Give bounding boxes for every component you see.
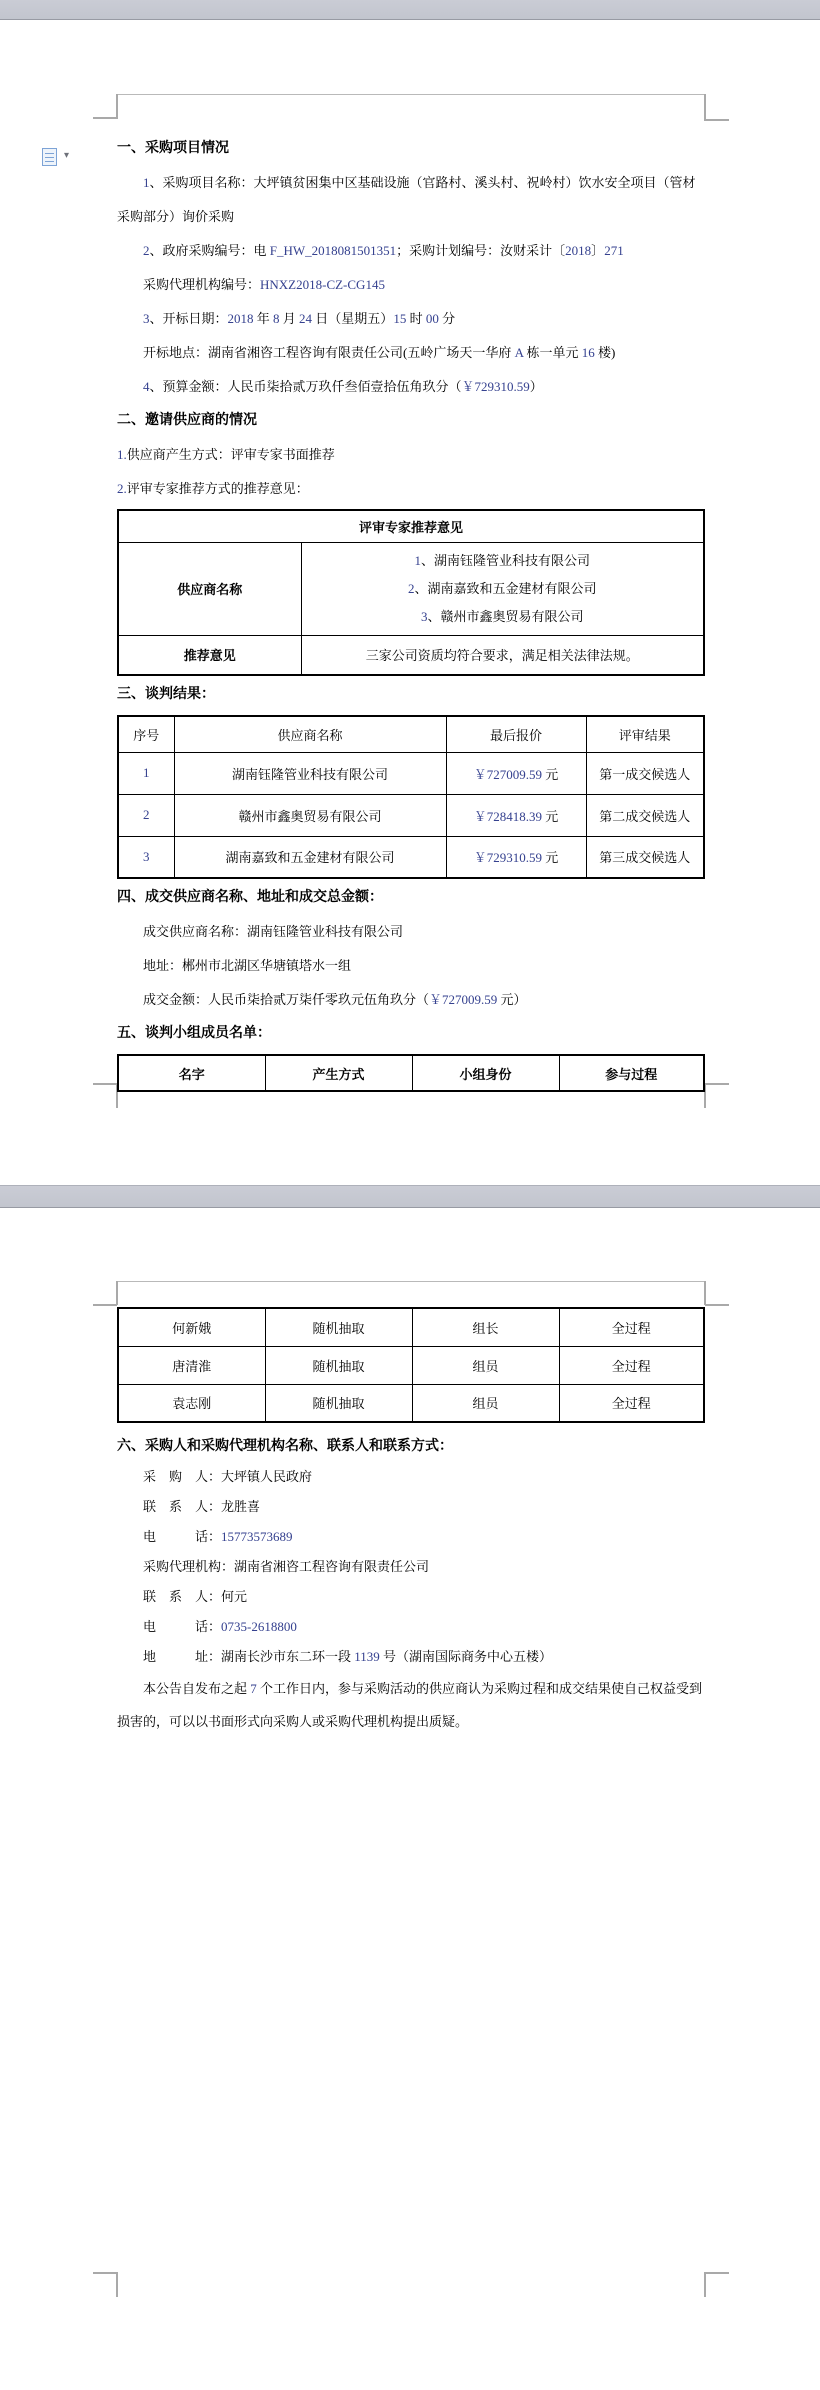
cell-no: 1 xyxy=(118,752,174,794)
paste-options-button[interactable] xyxy=(42,148,80,168)
page1-topright-mark xyxy=(704,94,706,121)
panel-members-table-rows xyxy=(117,1307,705,1423)
expert-recommendation-table xyxy=(117,509,705,676)
cell-member-process: 全过程 xyxy=(559,1384,704,1422)
paragraph-purchaser: 采 购 人：大坪镇人民政府 xyxy=(143,1469,313,1484)
section3-heading: 三、谈判结果： xyxy=(117,687,215,702)
page1-topleft-tick xyxy=(93,117,117,119)
paragraph-contact2: 联 系 人：何元 xyxy=(143,1589,248,1604)
paragraph-open-date: 3、开标日期：2018 年 8 月 24 日（星期五）15 时 00 分 xyxy=(143,311,456,326)
cell-member-role: 组员 xyxy=(412,1384,559,1422)
opinion-label: 推荐意见 xyxy=(118,635,301,675)
cell-result: 第三成交候选人 xyxy=(586,836,704,878)
page2-bottomright-mark xyxy=(704,2272,706,2297)
paragraph-agency-no: 采购代理机构编号：HNXZ2018-CZ-CG145 xyxy=(143,277,385,292)
cell-member-role: 组员 xyxy=(412,1346,559,1384)
page2-topright-tick xyxy=(705,1304,729,1306)
page1-content xyxy=(117,132,705,1094)
cell-member-process: 全过程 xyxy=(559,1346,704,1384)
table-row xyxy=(118,1384,704,1422)
cell-member-process: 全过程 xyxy=(559,1308,704,1346)
col-header-method: 产生方式 xyxy=(265,1055,412,1091)
page2-topright-mark xyxy=(704,1281,706,1305)
panel-members-table-header xyxy=(117,1054,705,1092)
cell-result: 第一成交候选人 xyxy=(586,752,704,794)
col-header-process: 参与过程 xyxy=(559,1055,704,1091)
section1-heading: 一、采购项目情况 xyxy=(117,141,229,156)
col-header-price: 最后报价 xyxy=(446,716,586,752)
expert-table-title: 评审专家推荐意见 xyxy=(118,510,704,542)
cell-member-role: 组长 xyxy=(412,1308,559,1346)
col-header-no: 序号 xyxy=(118,716,174,752)
cell-member-method: 随机抽取 xyxy=(265,1308,412,1346)
paragraph-winner-amount: 成交金额：人民币柒拾贰万柒仟零玖元伍角玖分（￥727009.59 元） xyxy=(143,992,527,1007)
page1-topright-tick xyxy=(705,119,729,121)
page1-topleft-mark xyxy=(116,94,118,119)
paragraph-winner-address: 地址：郴州市北湖区华塘镇塔水一组 xyxy=(143,958,352,973)
table-row xyxy=(118,1308,704,1346)
section2-heading: 二、邀请供应商的情况 xyxy=(117,413,257,428)
cell-member-name: 唐清淮 xyxy=(118,1346,265,1384)
page2-bottomright-tick xyxy=(705,2272,729,2274)
cell-supplier: 湖南钰隆管业科技有限公司 xyxy=(174,752,446,794)
section6-heading: 六、采购人和采购代理机构名称、联系人和联系方式： xyxy=(117,1439,453,1454)
supplier-names-label: 供应商名称 xyxy=(118,542,301,635)
cell-member-method: 随机抽取 xyxy=(265,1384,412,1422)
supplier-1: 1、湖南钰隆管业科技有限公司 xyxy=(414,552,590,568)
window-top-band xyxy=(0,0,820,20)
paragraph-open-place: 开标地点：湖南省湘咨工程咨询有限责任公司(五岭广场天一华府 A 栋一单元 16 楼) xyxy=(143,345,616,360)
cell-result: 第二成交候选人 xyxy=(586,794,704,836)
page2-top-boundary-line xyxy=(117,1281,705,1282)
cell-supplier: 湖南嘉致和五金建材有限公司 xyxy=(174,836,446,878)
supplier-names-cell xyxy=(301,542,704,635)
paragraph-expert-opinion-intro: 2.评审专家推荐方式的推荐意见： xyxy=(117,481,309,496)
table-row xyxy=(118,794,704,836)
table-row xyxy=(118,752,704,794)
cell-price: ￥729310.59 元 xyxy=(446,836,586,878)
page1-bottomleft-tick xyxy=(93,1083,117,1085)
col-header-name: 名字 xyxy=(118,1055,265,1091)
col-header-supplier: 供应商名称 xyxy=(174,716,446,752)
page-gap-band xyxy=(0,1185,820,1208)
paragraph-address: 地 址：湖南长沙市东二环一段 1139 号（湖南国际商务中心五楼） xyxy=(143,1649,553,1664)
negotiation-results-table xyxy=(117,715,705,879)
page2-topleft-mark xyxy=(116,1281,118,1305)
paragraph-contact1: 联 系 人：龙胜喜 xyxy=(143,1499,261,1514)
section4-heading: 四、成交供应商名称、地址和成交总金额： xyxy=(117,890,383,905)
paragraph-project-name: 1、采购项目名称：大坪镇贫困集中区基础设施（官路村、溪头村、祝岭村）饮水安全项目（管材采购部分）询价采购 xyxy=(117,175,696,224)
paragraph-supplier-method: 1.供应商产生方式：评审专家书面推荐 xyxy=(117,447,335,462)
table-row xyxy=(118,836,704,878)
supplier-3: 3、赣州市鑫奥贸易有限公司 xyxy=(420,608,584,624)
paragraph-phone1: 电 话：15773573689 xyxy=(143,1529,293,1544)
paragraph-agency: 采购代理机构：湖南省湘咨工程咨询有限责任公司 xyxy=(143,1559,430,1574)
page1-bottomright-tick xyxy=(705,1083,729,1085)
page-icon xyxy=(42,148,57,166)
paragraph-budget: 4、预算金额：人民币柒拾贰万玖仟叁佰壹拾伍角玖分（￥729310.59） xyxy=(143,379,543,394)
col-header-result: 评审结果 xyxy=(586,716,704,752)
cell-member-method: 随机抽取 xyxy=(265,1346,412,1384)
page1-top-boundary-line xyxy=(117,94,705,95)
paragraph-procurement-no: 2、政府采购编号：电 F_HW_2018081501351；采购计划编号：汝财采计〔2018〕271 xyxy=(143,243,624,258)
cell-price: ￥728418.39 元 xyxy=(446,794,586,836)
cell-no: 3 xyxy=(118,836,174,878)
col-header-role: 小组身份 xyxy=(412,1055,559,1091)
cell-member-name: 何新娥 xyxy=(118,1308,265,1346)
page2-bottomleft-tick xyxy=(93,2272,117,2274)
paragraph-closing: 本公告自发布之起 7 个工作日内，参与采购活动的供应商认为采购过程和成交结果使自己权益受到损害的，可以以书面形式向采购人或采购代理机构提出质疑。 xyxy=(117,1681,703,1729)
paragraph-phone2: 电 话：0735-2618800 xyxy=(143,1619,297,1634)
supplier-2: 2、湖南嘉致和五金建材有限公司 xyxy=(407,580,597,596)
opinion-value: 三家公司资质均符合要求，满足相关法律法规。 xyxy=(301,635,704,675)
page2-bottomleft-mark xyxy=(116,2272,118,2297)
cell-no: 2 xyxy=(118,794,174,836)
page2-text xyxy=(117,1432,705,1738)
cell-supplier: 赣州市鑫奥贸易有限公司 xyxy=(174,794,446,836)
paragraph-winner-name: 成交供应商名称：湖南钰隆管业科技有限公司 xyxy=(143,924,404,939)
page2-table-continuation xyxy=(117,1307,705,1423)
chevron-down-icon[interactable]: ▾ xyxy=(64,150,70,161)
cell-price: ￥727009.59 元 xyxy=(446,752,586,794)
table-row xyxy=(118,1346,704,1384)
cell-member-name: 袁志刚 xyxy=(118,1384,265,1422)
page2-topleft-tick xyxy=(93,1304,117,1306)
section5-heading: 五、谈判小组成员名单： xyxy=(117,1026,271,1041)
